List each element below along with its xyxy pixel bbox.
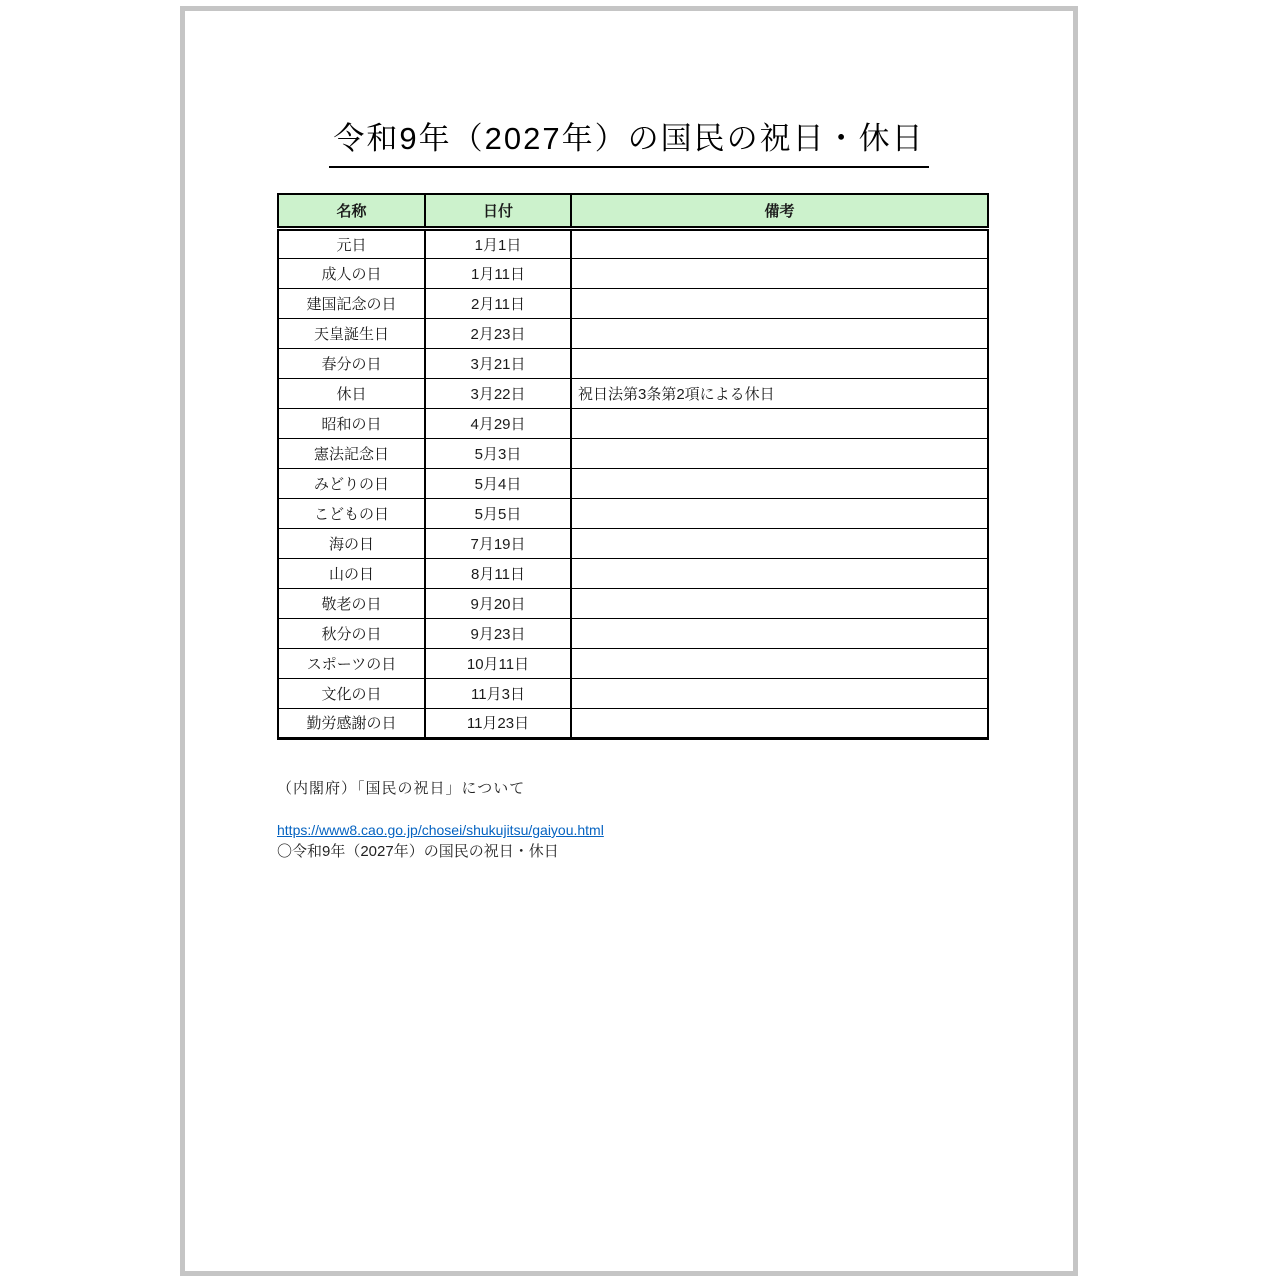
holiday-note-cell	[571, 468, 988, 498]
table-row	[278, 228, 988, 258]
table-row	[278, 588, 988, 618]
column-header-date: 日付	[425, 194, 571, 228]
holiday-name-cell: 憲法記念日	[278, 438, 425, 468]
holiday-date-cell: 5月5日	[425, 498, 571, 528]
holiday-note-cell	[571, 438, 988, 468]
holiday-note-cell	[571, 258, 988, 288]
table-row	[278, 348, 988, 378]
table-row	[278, 378, 988, 408]
holiday-note-cell	[571, 348, 988, 378]
holiday-note-cell	[571, 708, 988, 738]
holiday-name-cell: 元日	[278, 228, 425, 258]
holiday-name-cell: 成人の日	[278, 258, 425, 288]
holiday-name-cell: 勤労感謝の日	[278, 708, 425, 738]
holiday-note-cell	[571, 618, 988, 648]
table-row	[278, 258, 988, 288]
holiday-date-cell: 5月3日	[425, 438, 571, 468]
holiday-date-cell: 3月21日	[425, 348, 571, 378]
table-row	[278, 648, 988, 678]
holiday-date-cell: 2月11日	[425, 288, 571, 318]
holiday-date-cell: 9月20日	[425, 588, 571, 618]
holiday-name-cell: こどもの日	[278, 498, 425, 528]
holiday-name-cell: 春分の日	[278, 348, 425, 378]
holiday-date-cell: 8月11日	[425, 558, 571, 588]
holiday-date-cell: 5月4日	[425, 468, 571, 498]
holiday-note-cell	[571, 498, 988, 528]
source-subtitle: 〇令和9年（2027年）の国民の祝日・休日	[277, 843, 559, 860]
holiday-date-cell: 11月3日	[425, 678, 571, 708]
table-row	[278, 498, 988, 528]
table-row	[278, 558, 988, 588]
holiday-date-cell: 11月23日	[425, 708, 571, 738]
holiday-date-cell: 9月23日	[425, 618, 571, 648]
column-header-note: 備考	[571, 194, 988, 228]
holiday-table-body	[278, 228, 988, 738]
title-container	[185, 113, 1073, 168]
table-row	[278, 708, 988, 738]
table-row	[278, 528, 988, 558]
holiday-name-cell: 敬老の日	[278, 588, 425, 618]
holiday-name-cell: みどりの日	[278, 468, 425, 498]
holiday-date-cell: 10月11日	[425, 648, 571, 678]
holiday-note-cell	[571, 678, 988, 708]
table-row	[278, 318, 988, 348]
holiday-name-cell: 天皇誕生日	[278, 318, 425, 348]
source-link[interactable]: https://www8.cao.go.jp/chosei/shukujitsu/gaiyou.html	[277, 822, 604, 838]
holiday-note-cell	[571, 648, 988, 678]
table-header-row	[278, 194, 988, 228]
table-row	[278, 678, 988, 708]
holiday-name-cell: 建国記念の日	[278, 288, 425, 318]
holiday-name-cell: スポーツの日	[278, 648, 425, 678]
holiday-date-cell: 1月11日	[425, 258, 571, 288]
document-page	[180, 6, 1078, 1276]
source-caption: （内閣府）「国民の祝日」について	[277, 780, 526, 797]
holiday-note-cell	[571, 228, 988, 258]
table-row	[278, 288, 988, 318]
table-row	[278, 408, 988, 438]
table-row	[278, 438, 988, 468]
holiday-date-cell: 7月19日	[425, 528, 571, 558]
holiday-note-cell	[571, 528, 988, 558]
holiday-note-cell	[571, 288, 988, 318]
holiday-date-cell: 1月1日	[425, 228, 571, 258]
table-row	[278, 468, 988, 498]
holiday-note-cell	[571, 558, 988, 588]
holiday-name-cell: 秋分の日	[278, 618, 425, 648]
holiday-note-cell	[571, 408, 988, 438]
column-header-name: 名称	[278, 194, 425, 228]
holiday-table	[277, 193, 989, 740]
footer	[277, 777, 604, 861]
holiday-date-cell: 2月23日	[425, 318, 571, 348]
holiday-name-cell: 文化の日	[278, 678, 425, 708]
holiday-name-cell: 山の日	[278, 558, 425, 588]
holiday-date-cell: 4月29日	[425, 408, 571, 438]
holiday-date-cell: 3月22日	[425, 378, 571, 408]
holiday-note-cell	[571, 588, 988, 618]
page-title: 令和9年（2027年）の国民の祝日・休日	[329, 113, 928, 168]
holiday-name-cell: 昭和の日	[278, 408, 425, 438]
holiday-name-cell: 海の日	[278, 528, 425, 558]
holiday-note-cell: 祝日法第3条第2項による休日	[571, 378, 988, 408]
holiday-note-cell	[571, 318, 988, 348]
holiday-name-cell: 休日	[278, 378, 425, 408]
table-row	[278, 618, 988, 648]
